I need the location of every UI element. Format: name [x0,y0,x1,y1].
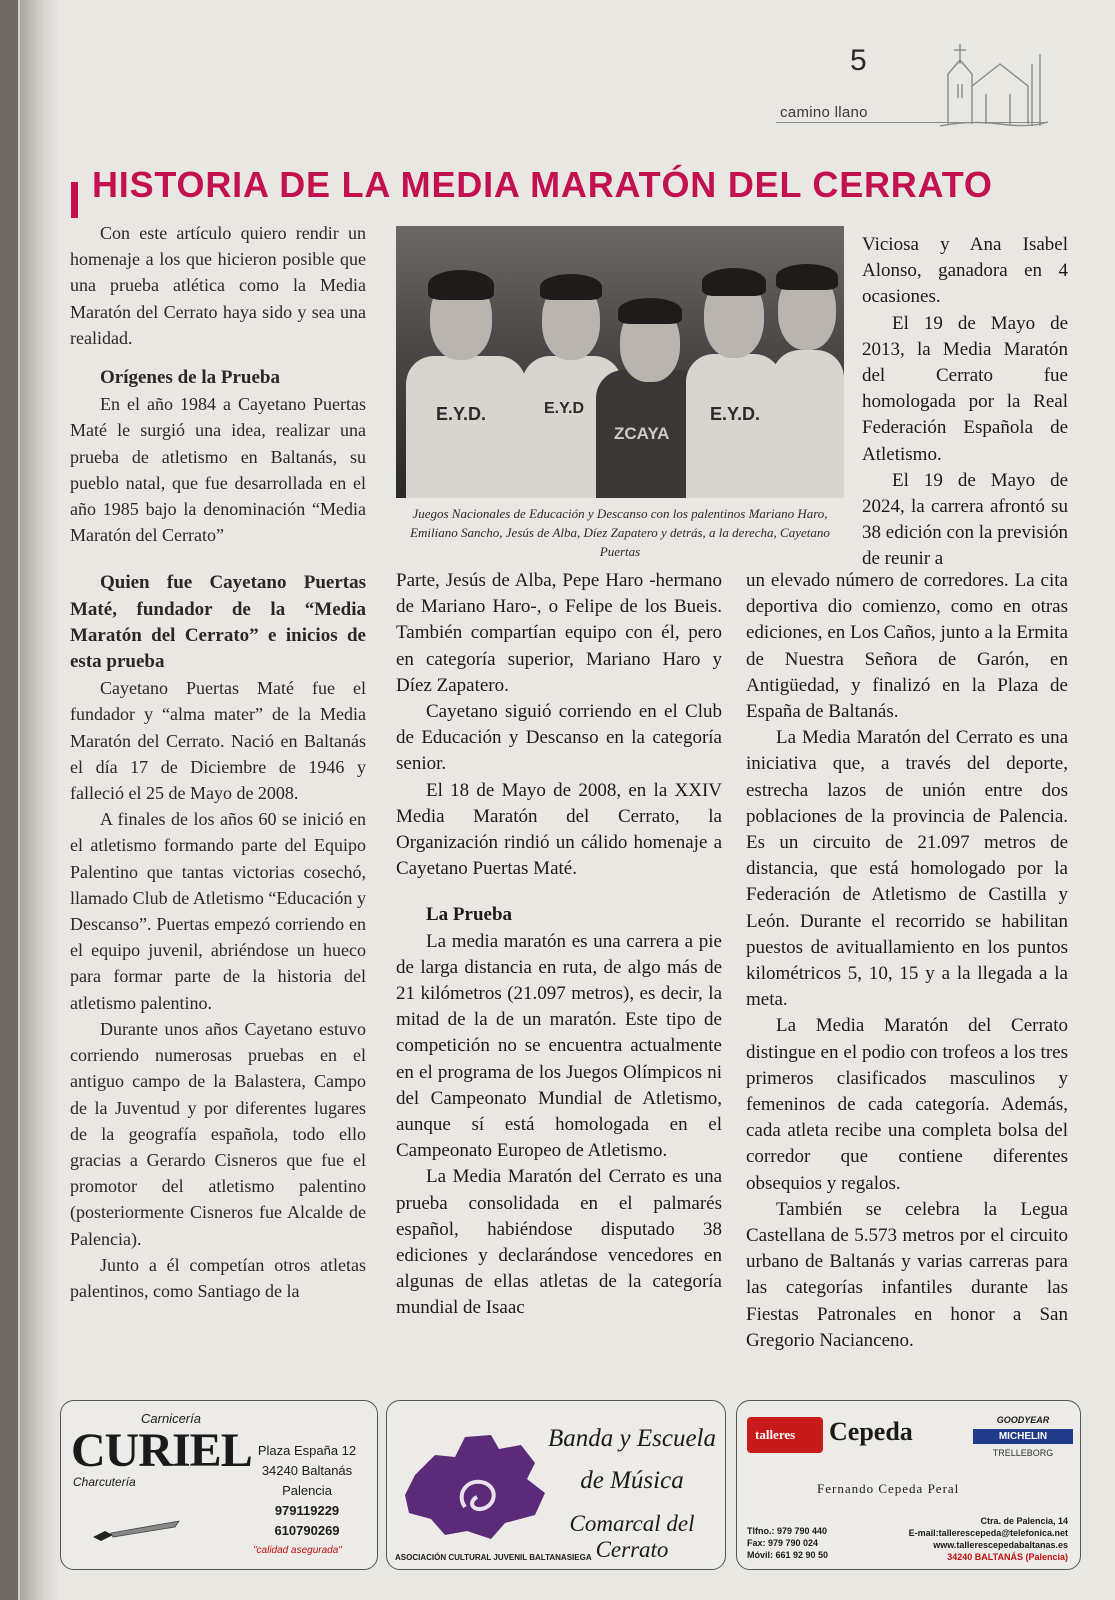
ad-talleres-cepeda [736,1400,1081,1570]
address-line: Ctra. de Palencia, 14 [980,1516,1068,1526]
ad-cepeda-address [909,1515,1068,1563]
paragraph: También se celebra la Legua Castellana de 5.573 metros por el circuito urbano de Baltanás y varias carreras para las categorías infantiles durante las Fiestas Patronales en honor a San Gregorio Nacianceno. [746,1198,1068,1351]
comarca-map-icon [395,1415,555,1545]
shirt-lettering: ZCAYA [614,424,670,443]
magazine-page [18,0,1115,1600]
ad-cepeda-owner: Fernando Cepeda Peral [817,1481,960,1496]
ad-banda-line: de Música [580,1467,684,1494]
phone-line: Fax: 979 790 024 [747,1538,819,1548]
goodyear-logo: GOODYEAR [996,1415,1050,1425]
cepeda-logo-text: talleres [755,1427,796,1442]
athlete-figure [686,254,782,498]
page-gutter-shadow [20,0,60,1600]
page-number: 5 [850,44,867,77]
athlete-figure [406,246,526,498]
paragraph: La Media Maratón del Cerrato distingue en el podio con trofeos a los tres primeros clasificados masculinos y femeninos de cada categoría. Además, cada atleta recibe una completa bolsa del corredor que contiene diferentes obsequios y regalos. [746,1015,1068,1194]
paragraph: La Media Maratón del Cerrato es una iniciativa que, a través del deporte, estrecha lazos de unión entre dos poblaciones de la provincia de Palencia. Es un circuito de 21.097 metros de distancia, que está homologado por la Federación de Atletismo de Castilla y León. Durante el recorrido se habilitan puestos de avituallamiento en los puntos kilométricos 5, 10, 15 y a la llegada a la meta. [746,727,1068,1011]
ad-curiel-slogan: "calidad asegurada" [253,1545,342,1556]
address-line: Palencia [282,1483,332,1498]
ad-banda-line: Banda y Escuela [547,1425,716,1452]
article-title: HISTORIA DE LA MEDIA MARATÓN DEL CERRATO [92,164,993,205]
paragraph: En el año 1984 a Cayetano Puertas Maté le surgió una idea, realizar una prueba de atletismo en Baltanás, su pueblo natal, que fue desarrollada en el año 1985 bajo la denominación “Media Maratón del Cerrato” [70,394,366,546]
tyre-brands [973,1415,1073,1458]
title-accent-bar [71,182,78,218]
ad-carniceria-curiel [60,1400,378,1570]
section-heading-origins: Orígenes de la Prueba [100,367,280,389]
michelin-logo: MICHELIN [973,1429,1073,1444]
ad-curiel-subtitle: Charcutería [73,1475,136,1489]
brand-label: camino llano [780,104,868,121]
web-line: www.tallerescepedabaltanas.es [933,1540,1068,1550]
paragraph: Junto a él competían otros atletas palentinos, como Santiago de la [70,1254,366,1301]
column-3-top [862,232,1068,573]
phone-line: Tlfno.: 979 790 440 [747,1526,828,1536]
paragraph: Durante unos años Cayetano estuvo corriendo numerosas pruebas en el antiguo campo de la Balastera, Campo de la Juventud y por diferentes lugares de la geografía española, todo ello gracias a Gerardo Cisneros que fue el promotor del atletismo palentino (posteriormente Cisneros fue Alcalde de Palencia). [70,1018,366,1249]
shirt-lettering: E.Y.D [544,400,585,417]
column-2 [396,568,722,1322]
paragraph: La media maratón es una carrera a pie de larga distancia en ruta, de algo más de 21 kilómetros (21.097 metros), es decir, la mitad de la de un maratón. Este tipo de competición no se encuentra actualmente en el programa de los Juegos Olímpicos ni del Campeonato Mundial de Atletismo, aunque sí está homologada en el Campeonato Europeo de Atletismo. [396,930,722,1162]
brand-divider [776,122,1046,123]
intro-paragraph: Con este artículo quiero rendir un homenaje a los que hicieron posible que una prueba atlética como la Media Maratón del Cerrato haya sido y sea una realidad. [70,223,366,348]
ad-banda-association: ASOCIACIÓN CULTURAL JUVENIL BALTANASIEGA [395,1553,592,1562]
ad-cepeda-phones [747,1525,828,1561]
paragraph: La Media Maratón del Cerrato es una prueba consolidada en el palmarés español, habiéndose disputado 38 ediciones y declarándose vencedores en algunas de ellas atletas de la categoría mundial de Isaac [396,1166,722,1319]
trelleborg-logo: TRELLEBORG [992,1448,1054,1458]
ad-cepeda-name: Cepeda [829,1417,913,1446]
phone-number: 979119229 [274,1503,340,1518]
phone-number: 610790269 [274,1523,340,1538]
shirt-lettering: E.Y.D. [436,404,487,424]
column-1 [70,220,366,1304]
ad-banda-musica [386,1400,726,1570]
address-line: 34240 BALTANÁS (Palencia) [947,1552,1068,1562]
paragraph: El 19 de Mayo de 2013, la Media Maratón del Cerrato fue homologada por la Real Federación Española de Atletismo. [862,312,1068,465]
ad-curiel-name: CURIEL [71,1424,252,1477]
section-heading-founder: Quien fue Cayetano Puertas Maté, fundador de la “Media Maratón del Cerrato” e inicios de esta prueba [70,572,366,673]
phone-line: Móvil: 661 92 90 50 [747,1550,829,1560]
column-3-bottom [746,568,1068,1354]
cepeda-logo [747,1417,823,1453]
address-line: 34240 Baltanás [261,1463,353,1478]
section-heading-race: La Prueba [426,904,513,926]
athlete-figure [772,250,844,498]
paragraph: Cayetano Puertas Maté fue el fundador y “alma mater” de la Media Maratón del Cerrato. Nació en Baltanás el día 17 de Diciembre de 1946 y falleció el 25 de Mayo de 2008. [70,678,366,804]
athletes-photo [396,226,844,498]
ad-banda-line: Comarcal del Cerrato [569,1511,695,1562]
church-sketch-icon [940,34,1050,130]
paragraph: A finales de los años 60 se inició en el atletismo formando parte del Equipo Palentino que tantas victorias cosechó, llamado Club de Atletismo “Educación y Descanso”. Puertas empezó corriendo en el equipo juvenil, abriéndose un hueco para formar parte de la historia del atletismo palentino. [70,809,366,1013]
knife-icon [91,1519,181,1543]
paragraph: Parte, Jesús de Alba, Pepe Haro -hermano de Mariano Haro-, o Felipe de los Bueis. También compartían equipo con él, pero en categoría superior, Mariano Haro y Díez Zapatero. [396,570,722,696]
paragraph: Cayetano siguió corriendo en el Club de Educación y Descanso en la categoría senior. [396,701,722,775]
ad-curiel-address [247,1441,367,1541]
photo-caption: Juegos Nacionales de Educación y Descanso con los palentinos Mariano Haro, Emiliano Sancho, Jesús de Alba, Díez Zapatero y detrás, a la derecha, Cayetano Puertas [410,506,830,559]
paragraph: un elevado número de corredores. La cita deportiva dio comienzo, como en otras ediciones, en Los Caños, junto a la Ermita de Nuestra Señora de Garón, en Antigüedad, y finalizó en la Plaza de España de Baltanás. [746,570,1068,723]
address-line: Plaza España 12 [257,1443,357,1458]
email-line: E-mail:tallerescepeda@telefonica.net [908,1528,1068,1538]
ad-curiel-category: Carnicería [141,1411,201,1426]
paragraph: El 19 de Mayo de 2024, la carrera afrontó su 38 edición con la previsión de reunir a [862,469,1068,570]
shirt-lettering: E.Y.D. [710,404,761,424]
paragraph: El 18 de Mayo de 2008, en la XXIV Media Maratón del Cerrato, la Organización rindió un cálido homenaje a Cayetano Puertas Maté. [396,779,722,880]
paragraph: Viciosa y Ana Isabel Alonso, ganadora en 4 ocasiones. [862,234,1068,308]
